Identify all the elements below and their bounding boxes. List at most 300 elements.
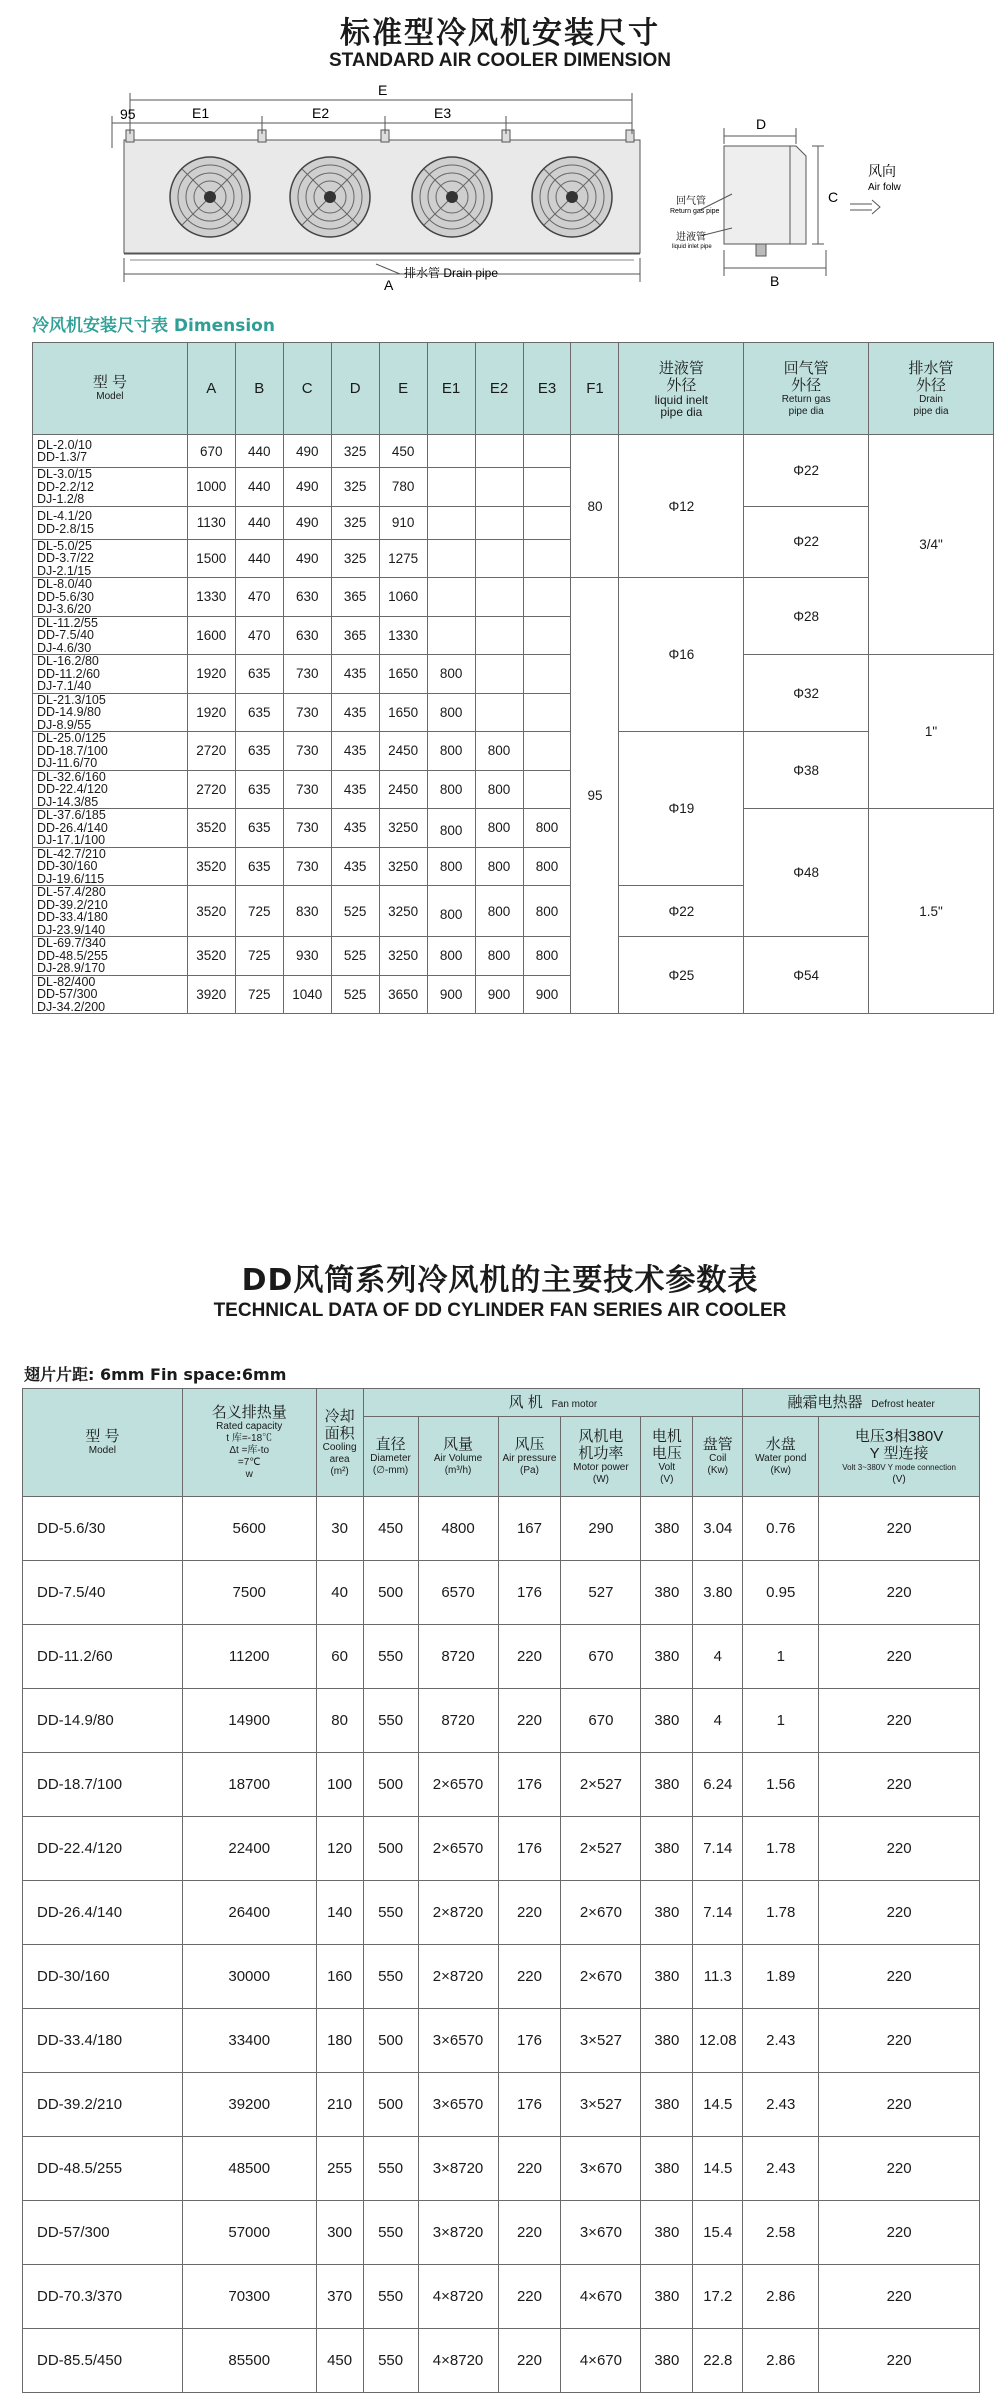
area-cell: 160 (316, 1945, 363, 2009)
model-cell (33, 809, 188, 848)
tech-data-row (23, 1753, 980, 1817)
pond-cell: 1.56 (743, 1753, 819, 1817)
vol-cell: 4800 (418, 1497, 498, 1561)
liquid-pipe-cell: Φ16 (619, 578, 744, 732)
dim-b-cell: 725 (235, 937, 283, 976)
dim-e1-cell (427, 468, 475, 507)
dim-b-cell: 635 (235, 770, 283, 809)
coil-cell: 14.5 (693, 2137, 743, 2201)
model-cell (33, 770, 188, 809)
pond-cell: 0.76 (743, 1497, 819, 1561)
dim-a-cell: 1920 (187, 655, 235, 694)
vol-cell: 4×8720 (418, 2329, 498, 2393)
cap-cell: 70300 (182, 2265, 316, 2329)
dim-e3-cell: 900 (523, 975, 571, 1014)
cap-cell: 33400 (182, 2009, 316, 2073)
th2-capacity: 名义排热量 Rated capacity t 库=-18℃ Δt =库-to =7℃ w (182, 1389, 316, 1497)
dia-cell: 500 (363, 2009, 418, 2073)
th-d: D (331, 343, 379, 435)
title1-en: STANDARD AIR COOLER DIMENSION (329, 50, 671, 71)
tech-data-row (23, 2009, 980, 2073)
dim-e2-label: E2 (312, 105, 330, 121)
vol-cell: 3×6570 (418, 2073, 498, 2137)
area-cell: 120 (316, 1817, 363, 1881)
dim-a-cell: 1330 (187, 578, 235, 617)
pres-cell: 220 (498, 1689, 561, 1753)
dim-c-cell: 630 (283, 616, 331, 655)
model-cell: DD-22.4/120 (23, 1817, 183, 1881)
pow-cell: 670 (561, 1625, 641, 1689)
dim-a-cell: 3920 (187, 975, 235, 1014)
dim-e1-cell (427, 435, 475, 468)
dim-e-cell: 1275 (379, 539, 427, 578)
dim-e1-cell: 800 (427, 886, 475, 937)
hv-cell: 220 (819, 1881, 980, 1945)
model-line: DD-14.9/80 (37, 705, 101, 719)
pond-cell: 1 (743, 1689, 819, 1753)
dim-c-cell: 730 (283, 693, 331, 732)
dimension-row (33, 655, 994, 694)
model-line: DL-69.7/340 (37, 936, 106, 950)
model-cell: DD-48.5/255 (23, 2137, 183, 2201)
dim-b-cell: 635 (235, 809, 283, 848)
model-cell (33, 975, 188, 1014)
liquid-inlet-en: liquid inlet pipe (672, 244, 712, 250)
th-e: E (379, 343, 427, 435)
pres-cell: 176 (498, 1561, 561, 1625)
tech-data-row (23, 1945, 980, 2009)
dim-b-cell: 635 (235, 655, 283, 694)
dim-d-cell: 435 (331, 809, 379, 848)
area-cell: 60 (316, 1625, 363, 1689)
model-cell: DD-5.6/30 (23, 1497, 183, 1561)
hv-cell: 220 (819, 1945, 980, 2009)
vol-cell: 3×6570 (418, 2009, 498, 2073)
hv-cell: 220 (819, 1817, 980, 1881)
dim-d-cell: 435 (331, 732, 379, 771)
dim-b-cell: 440 (235, 506, 283, 539)
coil-cell: 7.14 (693, 1881, 743, 1945)
volt-cell: 380 (641, 1689, 693, 1753)
model-line: DL-11.2/55 (37, 615, 98, 630)
coil-cell: 3.80 (693, 1561, 743, 1625)
dim-e3-cell (523, 468, 571, 507)
model-cell (33, 506, 188, 539)
volt-cell: 380 (641, 1497, 693, 1561)
pres-cell: 220 (498, 1881, 561, 1945)
return-gas-cn: 回气管 (676, 196, 706, 207)
th2-volt: 电机 电压 Volt (V) (641, 1417, 693, 1497)
vol-cell: 3×8720 (418, 2201, 498, 2265)
drain-pipe-cell: 1.5" (869, 809, 994, 1014)
model-line: DD-7.5/40 (37, 628, 94, 642)
volt-cell: 380 (641, 2073, 693, 2137)
dim-e-cell: 1330 (379, 616, 427, 655)
dim-e1-cell: 800 (427, 732, 475, 771)
model-line: DJ-34.2/200 (37, 999, 106, 1014)
volt-cell: 380 (641, 2137, 693, 2201)
area-cell: 255 (316, 2137, 363, 2201)
model-cell (33, 655, 188, 694)
dim-e3-cell (523, 578, 571, 617)
dim-e3-cell: 800 (523, 886, 571, 937)
area-cell: 300 (316, 2201, 363, 2265)
dim-c-cell: 1040 (283, 975, 331, 1014)
dia-cell: 450 (363, 1497, 418, 1561)
model-line: DD-57/300 (37, 987, 98, 1001)
cap-cell: 30000 (182, 1945, 316, 2009)
dim-c-cell: 490 (283, 435, 331, 468)
tech-data-row (23, 2137, 980, 2201)
model-line: DJ-23.9/140 (37, 922, 106, 937)
model-cell: DD-30/160 (23, 1945, 183, 2009)
model-line: DL-8.0/40 (37, 577, 92, 591)
volt-cell: 380 (641, 1753, 693, 1817)
model-line: DD-5.6/30 (37, 589, 94, 604)
model-cell (33, 578, 188, 617)
pow-cell: 527 (561, 1561, 641, 1625)
th-return: 回气管 外径 Return gas pipe dia (744, 343, 869, 435)
dim-e2-cell (475, 468, 523, 507)
dim-c-cell: 490 (283, 539, 331, 578)
dim-e3-cell: 800 (523, 937, 571, 976)
pres-cell: 220 (498, 2265, 561, 2329)
liquid-inlet-cn: 进液管 (676, 232, 706, 243)
hv-cell: 220 (819, 1497, 980, 1561)
model-line: DD-30/160 (37, 859, 98, 873)
dim-e3-cell (523, 506, 571, 539)
dimension-row (33, 732, 994, 771)
dim-e3-cell (523, 655, 571, 694)
dimension-row (33, 506, 994, 539)
dim-e1-cell (427, 539, 475, 578)
model-line: DJ-14.3/85 (37, 794, 99, 809)
hv-cell: 220 (819, 1625, 980, 1689)
th-e2: E2 (475, 343, 523, 435)
dim-e1-cell (427, 616, 475, 655)
coil-cell: 4 (693, 1689, 743, 1753)
dim-d-cell: 325 (331, 468, 379, 507)
tech-data-row (23, 1561, 980, 1625)
return-pipe-cell: Φ54 (744, 937, 869, 1014)
model-line: DL-2.0/10 (37, 437, 92, 452)
dim-e3-cell (523, 435, 571, 468)
technical-data-table (22, 1388, 980, 2393)
area-cell: 370 (316, 2265, 363, 2329)
th2-diameter: 直径 Diameter (∅-mm) (363, 1417, 418, 1497)
drain-pipe-label: 排水管 Drain pipe (404, 266, 499, 280)
vol-cell: 2×8720 (418, 1945, 498, 2009)
wind-direction-cn: 风向 (868, 163, 896, 179)
return-pipe-cell: Φ32 (744, 655, 869, 732)
dim-e2-cell: 800 (475, 809, 523, 848)
dim-e-cell: 3250 (379, 886, 427, 937)
model-cell: DD-14.9/80 (23, 1689, 183, 1753)
hv-cell: 220 (819, 1561, 980, 1625)
model-cell (33, 732, 188, 771)
pow-cell: 2×527 (561, 1817, 641, 1881)
vol-cell: 2×6570 (418, 1817, 498, 1881)
area-cell: 40 (316, 1561, 363, 1625)
pres-cell: 220 (498, 2137, 561, 2201)
pow-cell: 670 (561, 1689, 641, 1753)
model-line: DJ-11.6/70 (37, 756, 98, 770)
th2-fan-motor: 风 机 Fan motor (363, 1389, 743, 1417)
dim-e3-cell (523, 616, 571, 655)
th-drain: 排水管 外径 Drain pipe dia (869, 343, 994, 435)
dim-e2-cell: 800 (475, 770, 523, 809)
dim-e1-cell (427, 506, 475, 539)
dim-a-cell: 1920 (187, 693, 235, 732)
pow-cell: 4×670 (561, 2329, 641, 2393)
model-line: DD-39.2/210 (37, 897, 108, 912)
dim-b-cell: 440 (235, 468, 283, 507)
vol-cell: 8720 (418, 1625, 498, 1689)
hv-cell: 220 (819, 2073, 980, 2137)
dim-e-cell: 450 (379, 435, 427, 468)
area-cell: 450 (316, 2329, 363, 2393)
model-cell: DD-11.2/60 (23, 1625, 183, 1689)
cap-cell: 26400 (182, 1881, 316, 1945)
pond-cell: 0.95 (743, 1561, 819, 1625)
dim-d-cell: 435 (331, 693, 379, 732)
vol-cell: 4×8720 (418, 2265, 498, 2329)
dimension-table (32, 342, 994, 1014)
dia-cell: 550 (363, 2137, 418, 2201)
dia-cell: 550 (363, 1945, 418, 2009)
model-line: DD-11.2/60 (37, 666, 100, 681)
dim-d-cell: 325 (331, 539, 379, 578)
pond-cell: 2.43 (743, 2009, 819, 2073)
dim-d-cell: 435 (331, 770, 379, 809)
model-line: DL-82/400 (37, 974, 96, 989)
hv-cell: 220 (819, 2265, 980, 2329)
liquid-pipe-cell: Φ12 (619, 435, 744, 578)
dim-a-label: A (384, 277, 394, 293)
drain-pipe-cell: 1" (869, 655, 994, 809)
tech-data-row (23, 2073, 980, 2137)
volt-cell: 380 (641, 2201, 693, 2265)
model-line: DL-37.6/185 (37, 808, 106, 822)
coil-cell: 7.14 (693, 1817, 743, 1881)
dim-a-cell: 3520 (187, 809, 235, 848)
pres-cell: 176 (498, 1753, 561, 1817)
model-line: DD-2.2/12 (37, 479, 94, 494)
model-line: DJ-4.6/30 (37, 640, 92, 655)
f1-cell: 95 (571, 578, 619, 1014)
cap-cell: 18700 (182, 1753, 316, 1817)
cap-cell: 39200 (182, 2073, 316, 2137)
pres-cell: 220 (498, 2201, 561, 2265)
model-line: DJ-1.2/8 (37, 492, 85, 506)
dim-e-cell: 3250 (379, 847, 427, 886)
dim-e1-cell: 800 (427, 655, 475, 694)
model-line: DD-22.4/120 (37, 782, 108, 796)
model-line: DD-48.5/255 (37, 948, 108, 963)
model-line: DD-3.7/22 (37, 551, 94, 565)
th2-defrost-heater: 融霜电热器 Defrost heater (743, 1389, 980, 1417)
dimension-row (33, 435, 994, 468)
dim-e3-cell (523, 539, 571, 578)
pow-cell: 2×670 (561, 1945, 641, 2009)
vol-cell: 3×8720 (418, 2137, 498, 2201)
dim-e1-cell: 800 (427, 693, 475, 732)
liquid-pipe-cell: Φ22 (619, 886, 744, 937)
model-cell (33, 937, 188, 976)
coil-cell: 12.08 (693, 2009, 743, 2073)
dim-e-cell: 1650 (379, 693, 427, 732)
dim-e2-cell (475, 435, 523, 468)
dim-a-cell: 1130 (187, 506, 235, 539)
dim-d-label: D (756, 116, 767, 132)
pres-cell: 176 (498, 2009, 561, 2073)
model-cell (33, 539, 188, 578)
hv-cell: 220 (819, 1753, 980, 1817)
dim-e3-label: E3 (434, 105, 452, 121)
th2-water-pond: 水盘 Water pond (Kw) (743, 1417, 819, 1497)
dim-e3-cell (523, 693, 571, 732)
pow-cell: 3×670 (561, 2201, 641, 2265)
dia-cell: 500 (363, 1753, 418, 1817)
model-cell (33, 616, 188, 655)
dim-b-cell: 470 (235, 578, 283, 617)
dim-d-cell: 325 (331, 435, 379, 468)
model-cell: DD-18.7/100 (23, 1753, 183, 1817)
th-c: C (283, 343, 331, 435)
dim-b-cell: 440 (235, 539, 283, 578)
return-gas-en: Return gas pipe (670, 208, 720, 215)
model-line: DL-57.4/280 (37, 885, 106, 899)
volt-cell: 380 (641, 2009, 693, 2073)
dim-e2-cell: 800 (475, 937, 523, 976)
dia-cell: 500 (363, 1561, 418, 1625)
model-line: DJ-17.1/100 (37, 833, 106, 847)
dim-b-cell: 725 (235, 886, 283, 937)
coil-cell: 17.2 (693, 2265, 743, 2329)
dim-c-cell: 730 (283, 809, 331, 848)
dia-cell: 550 (363, 2265, 418, 2329)
dim-b-cell: 635 (235, 693, 283, 732)
pow-cell: 4×670 (561, 2265, 641, 2329)
volt-cell: 380 (641, 2329, 693, 2393)
cap-cell: 7500 (182, 1561, 316, 1625)
pond-cell: 2.43 (743, 2073, 819, 2137)
vol-cell: 2×8720 (418, 1881, 498, 1945)
dim-e2-cell (475, 506, 523, 539)
pond-cell: 2.86 (743, 2329, 819, 2393)
dim-b-cell: 635 (235, 732, 283, 771)
dim-e-cell: 780 (379, 468, 427, 507)
dim-e2-cell: 800 (475, 732, 523, 771)
dim-e-label: E (378, 82, 388, 98)
dim-e1-cell (427, 578, 475, 617)
th-b: B (235, 343, 283, 435)
dim-e2-cell: 800 (475, 847, 523, 886)
table1-caption: 冷风机安装尺寸表 Dimension (32, 316, 275, 336)
dim-e-cell: 3250 (379, 809, 427, 848)
dim-a-cell: 3520 (187, 937, 235, 976)
cap-cell: 5600 (182, 1497, 316, 1561)
dim-c-cell: 730 (283, 732, 331, 771)
tech-data-row (23, 1497, 980, 1561)
dia-cell: 550 (363, 1881, 418, 1945)
return-pipe-cell: Φ22 (744, 506, 869, 578)
th-a: A (187, 343, 235, 435)
pres-cell: 176 (498, 1817, 561, 1881)
model-line: DL-5.0/25 (37, 538, 92, 553)
model-line: DL-32.6/160 (37, 769, 106, 784)
dim-e3-cell: 800 (523, 847, 571, 886)
dim-e1-cell: 800 (427, 770, 475, 809)
dim-a-cell: 3520 (187, 886, 235, 937)
dim-c-cell: 490 (283, 468, 331, 507)
dim-b-cell: 440 (235, 435, 283, 468)
dim-d-cell: 525 (331, 975, 379, 1014)
model-line: DL-4.1/20 (37, 509, 92, 523)
model-line: DL-25.0/125 (37, 731, 106, 745)
area-cell: 210 (316, 2073, 363, 2137)
pond-cell: 2.86 (743, 2265, 819, 2329)
tech-data-row (23, 2265, 980, 2329)
model-line: DL-21.3/105 (37, 692, 106, 707)
dim-95-label: 95 (120, 106, 136, 122)
model-cell: DD-57/300 (23, 2201, 183, 2265)
pres-cell: 220 (498, 2329, 561, 2393)
dim-e1-cell: 900 (427, 975, 475, 1014)
model-line: DD-2.8/15 (37, 521, 94, 536)
hv-cell: 220 (819, 2137, 980, 2201)
dim-e2-cell (475, 616, 523, 655)
dia-cell: 500 (363, 1817, 418, 1881)
coil-cell: 4 (693, 1625, 743, 1689)
dimension-row (33, 809, 994, 848)
model-cell: DD-70.3/370 (23, 2265, 183, 2329)
model-cell (33, 435, 188, 468)
dia-cell: 550 (363, 2329, 418, 2393)
cap-cell: 48500 (182, 2137, 316, 2201)
model-line: DD-1.3/7 (37, 450, 88, 464)
hv-cell: 220 (819, 2329, 980, 2393)
dim-e-cell: 2450 (379, 770, 427, 809)
dim-a-cell: 1000 (187, 468, 235, 507)
hv-cell: 220 (819, 2201, 980, 2265)
tech-data-row (23, 1625, 980, 1689)
title1-cn: 标准型冷风机安装尺寸 (340, 16, 660, 51)
pow-cell: 2×670 (561, 1881, 641, 1945)
dim-d-cell: 365 (331, 616, 379, 655)
dim-e2-cell: 800 (475, 886, 523, 937)
model-cell: DD-85.5/450 (23, 2329, 183, 2393)
dim-d-cell: 325 (331, 506, 379, 539)
dia-cell: 550 (363, 1625, 418, 1689)
tech-data-row (23, 1817, 980, 1881)
vol-cell: 6570 (418, 1561, 498, 1625)
pow-cell: 290 (561, 1497, 641, 1561)
title2-cn: DD风筒系列冷风机的主要技术参数表 (241, 1263, 759, 1298)
model-cell: DD-33.4/180 (23, 2009, 183, 2073)
model-cell (33, 468, 188, 507)
return-pipe-cell: Φ22 (744, 435, 869, 507)
pond-cell: 2.58 (743, 2201, 819, 2265)
dimension-drawing (0, 78, 1000, 303)
dim-e3-cell: 800 (523, 809, 571, 848)
coil-cell: 6.24 (693, 1753, 743, 1817)
dim-b-label: B (770, 273, 780, 289)
dim-a-cell: 1600 (187, 616, 235, 655)
model-line: DL-16.2/80 (37, 654, 99, 668)
dim-e1-cell: 800 (427, 847, 475, 886)
coil-cell: 22.8 (693, 2329, 743, 2393)
